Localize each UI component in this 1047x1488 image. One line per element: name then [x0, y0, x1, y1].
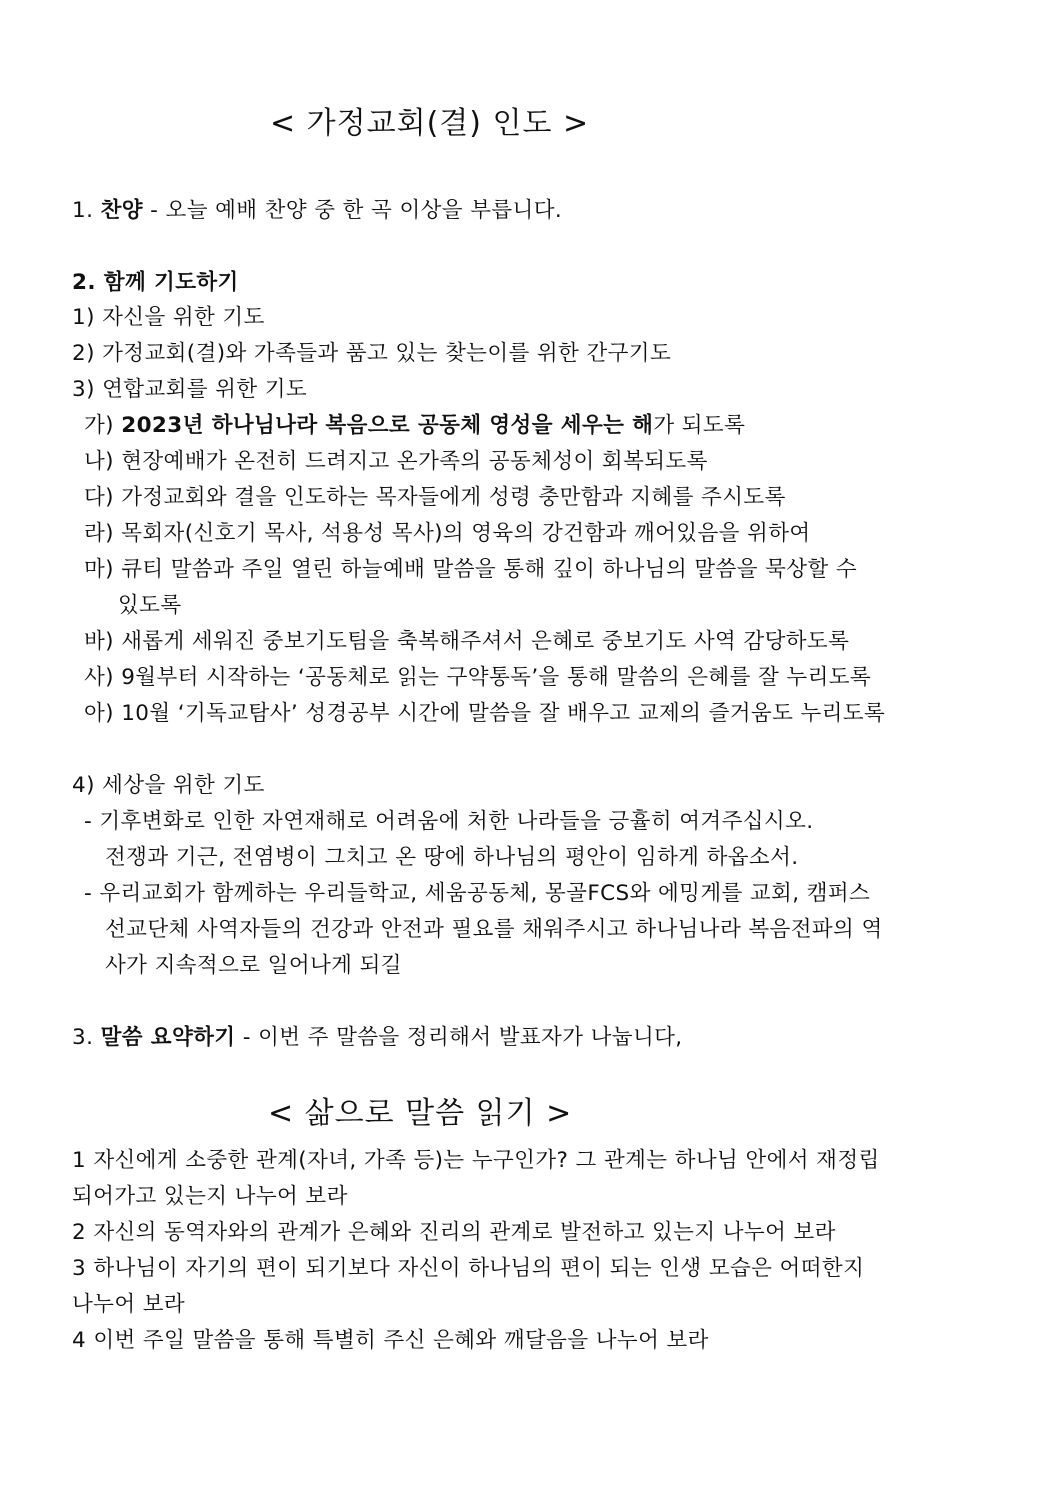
sub-item-sa: 사) 9월부터 시작하는 ‘공동체로 읽는 구약통독’을 통해 말씀의 은혜를 잘 누리도록 [84, 665, 872, 690]
question-3: 3 하나님이 자기의 편이 되기보다 자신이 하나님의 편이 되는 인생 모습은 어떠한지 [72, 1256, 865, 1281]
prayer-item-4: 4) 세상을 위한 기도 [72, 773, 265, 798]
world-item-1: - 기후변화로 인한 자연재해로 어려움에 처한 나라들을 긍휼히 여겨주십시오. [84, 809, 814, 834]
world-item-1-cont: 전쟁과 기근, 전염병이 그치고 온 땅에 하나님의 평안이 임하게 하옵소서. [105, 845, 799, 870]
sub-item-ra: 라) 목회자(신호기 목사, 석용성 목사)의 영육의 강건함과 깨어있음을 위하여 [84, 521, 811, 546]
sub-item-ga [84, 411, 745, 441]
sub-item-ma-cont: 있도록 [118, 593, 182, 618]
sub-item-da: 다) 가정교회와 결을 인도하는 목자들에게 성령 충만함과 지혜를 주시도록 [84, 485, 786, 510]
sub-item-ba: 바) 새롭게 세워진 중보기도팀을 축복해주셔서 은혜로 중보기도 사역 감당하도록 [84, 629, 850, 654]
sub-item-na: 나) 현장예배가 온전히 드려지고 온가족의 공동체성이 회복되도록 [84, 449, 708, 474]
world-item-2-cont: 선교단체 사역자들의 건강과 안전과 필요를 채워주시고 하나님나라 복음전파의 역 [105, 917, 883, 942]
section-praise [72, 196, 562, 226]
question-1-cont: 되어가고 있는지 나누어 보라 [72, 1184, 348, 1209]
sub-item-marker: 가) [84, 413, 122, 438]
sub-item-text: 가 되도록 [653, 413, 746, 438]
section-number: 3. [72, 1025, 101, 1050]
world-item-2: - 우리교회가 함께하는 우리들학교, 세움공동체, 몽골FCS와 에밍게를 교회, 캠퍼스 [84, 881, 871, 906]
section-number: 1. [72, 198, 101, 223]
section-heading: 말씀 요약하기 [100, 1025, 236, 1050]
section-summary [72, 1023, 683, 1053]
prayer-item-3: 3) 연합교회를 위한 기도 [72, 377, 308, 402]
prayer-item-2: 2) 가정교회(결)와 가족들과 품고 있는 찾는이를 위한 간구기도 [72, 341, 672, 366]
sub-item-ma: 마) 큐티 말씀과 주일 열린 하늘예배 말씀을 통해 깊이 하나님의 말씀을 묵상할 수 [84, 557, 858, 582]
question-4: 4 이번 주일 말씀을 통해 특별히 주신 은혜와 깨달음을 나누어 보라 [72, 1328, 709, 1353]
sub-item-a: 아) 10월 ‘기독교탐사’ 성경공부 시간에 말씀을 잘 배우고 교제의 즐거움도 누리도록 [84, 701, 886, 726]
section-heading: 2. 함께 기도하기 [72, 270, 239, 295]
prayer-item-1: 1) 자신을 위한 기도 [72, 305, 265, 330]
question-3-cont: 나누어 보라 [72, 1292, 186, 1317]
section-text: - 오늘 예배 찬양 중 한 곡 이상을 부릅니다. [142, 198, 563, 223]
page-title: < 가정교회(결) 인도 > [270, 106, 590, 141]
section-text: - 이번 주 말씀을 정리해서 발표자가 나눕니다, [235, 1025, 683, 1050]
sub-item-bold: 2023년 하나님나라 복음으로 공동체 영성을 세우는 해 [121, 413, 654, 438]
section-heading: 찬양 [100, 198, 143, 223]
world-item-2-cont2: 사가 지속적으로 일어나게 되길 [105, 953, 402, 978]
section-prayer-heading [72, 268, 239, 298]
question-1: 1 자신에게 소중한 관계(자녀, 가족 등)는 누구인가? 그 관계는 하나님 안에서 재정립 [72, 1148, 880, 1173]
question-2: 2 자신의 동역자와의 관계가 은혜와 진리의 관계로 발전하고 있는지 나누어 보라 [72, 1220, 836, 1245]
section-title-2: < 삶으로 말씀 읽기 > [268, 1096, 573, 1131]
